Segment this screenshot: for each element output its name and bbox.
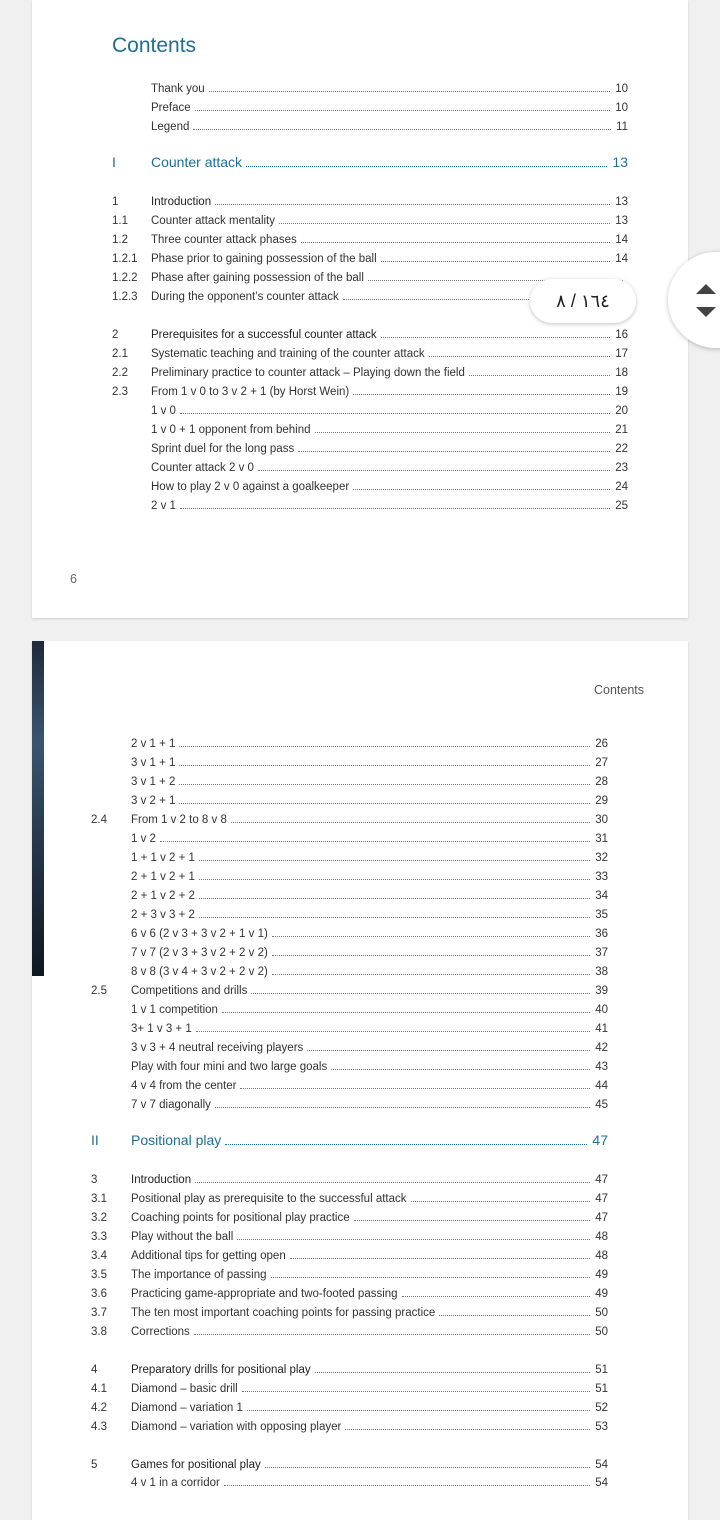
toc-entry-title: 7 v 7 diagonally xyxy=(131,1099,211,1111)
toc-entry-number: 1 xyxy=(112,196,119,208)
toc-entry-number: 3.8 xyxy=(91,1326,107,1338)
toc-entry-page: 29 xyxy=(595,795,608,807)
toc-entry-title: 6 v 6 (2 v 3 + 3 v 2 + 1 v 1) xyxy=(131,928,268,940)
toc-entry-title: 4 v 4 from the center xyxy=(131,1080,237,1092)
toc-entry-title: Legend xyxy=(151,121,190,133)
toc-entry-page: 44 xyxy=(595,1080,608,1092)
dot-leader xyxy=(199,869,590,880)
toc-entry-title: Introduction xyxy=(151,196,212,208)
dot-leader xyxy=(469,365,610,376)
toc-entry-number: 3.4 xyxy=(91,1250,107,1262)
toc-entry-page: 47 xyxy=(595,1174,608,1186)
dot-leader xyxy=(209,81,611,92)
dot-leader xyxy=(381,327,611,338)
toc-entry-page: 43 xyxy=(595,1061,608,1073)
toc-entry xyxy=(91,1266,608,1285)
toc-entry-page: 41 xyxy=(595,1023,608,1035)
toc-entry-title: Counter attack 2 v 0 xyxy=(151,462,254,474)
toc-entry xyxy=(131,906,608,925)
toc-entry-page: 47 xyxy=(595,1193,608,1205)
dot-leader xyxy=(353,384,610,395)
toc-entry-title: 1 v 2 xyxy=(131,833,156,845)
toc-entry-page: 23 xyxy=(615,462,628,474)
toc-entry xyxy=(131,735,608,754)
contents-title: Contents xyxy=(112,34,197,57)
dot-leader xyxy=(231,812,590,823)
toc-entry xyxy=(151,80,628,99)
toc-entry-number: 1.1 xyxy=(112,215,128,227)
toc-entry-page: 22 xyxy=(615,443,628,455)
toc-entry-number: 3.7 xyxy=(91,1307,107,1319)
toc-entry-number: 4 xyxy=(91,1364,98,1376)
toc-entry-page: 17 xyxy=(615,348,628,360)
dot-leader xyxy=(411,1191,591,1202)
toc-entry xyxy=(131,963,608,982)
toc-entry-page: 30 xyxy=(595,814,608,826)
toc-entry xyxy=(112,345,628,364)
dot-leader xyxy=(246,156,607,167)
toc-entry xyxy=(151,478,628,497)
running-header: Contents xyxy=(593,683,644,697)
toc-entry-page: 31 xyxy=(595,833,608,845)
toc-entry-title: 7 v 7 (2 v 3 + 3 v 2 + 2 v 2) xyxy=(131,947,268,959)
toc-entry-number: 2.2 xyxy=(112,367,128,379)
page-indicator[interactable]: ١٦٤ / ٨ xyxy=(530,279,636,323)
toc-entry-number: 3.6 xyxy=(91,1288,107,1300)
dot-leader xyxy=(179,736,590,747)
dot-leader xyxy=(290,1248,590,1259)
toc-entry-page: 53 xyxy=(595,1421,608,1433)
toc-entry-page: 47 xyxy=(592,1132,608,1148)
toc-entry-title: Preparatory drills for positional play xyxy=(131,1364,311,1376)
toc-entry-page: 14 xyxy=(615,234,628,246)
toc-entry xyxy=(91,1247,608,1266)
toc-entry-title: 2 + 1 v 2 + 2 xyxy=(131,890,195,902)
toc-entry-number: 1.2 xyxy=(112,234,128,246)
toc-entry-title: Diamond – variation with opposing player xyxy=(131,1421,342,1433)
toc-entry xyxy=(151,421,628,440)
triangle-down-icon xyxy=(696,307,716,317)
toc-entry-page: 16 xyxy=(615,329,628,341)
toc-entry-page: 36 xyxy=(595,928,608,940)
toc-entry xyxy=(151,440,628,459)
toc-entry-page: 39 xyxy=(595,985,608,997)
toc-entry xyxy=(112,383,628,402)
toc-entry-title: Corrections xyxy=(131,1326,190,1338)
toc-entry-page: 52 xyxy=(595,1402,608,1414)
toc-entry-page: 40 xyxy=(595,1004,608,1016)
toc-entry xyxy=(131,887,608,906)
toc-entry-page: 38 xyxy=(595,966,608,978)
toc-entry-page: 13 xyxy=(612,154,628,170)
toc-entry-title: 1 v 1 competition xyxy=(131,1004,218,1016)
toc-entry-page: 54 xyxy=(595,1459,608,1471)
toc-entry-title: 4 v 1 in a corridor xyxy=(131,1477,220,1489)
toc-entry-page: 25 xyxy=(615,500,628,512)
toc-entry-title: Positional play as prerequisite to the successful attack xyxy=(131,1193,407,1205)
toc-entry xyxy=(151,118,628,137)
dot-leader xyxy=(247,1400,590,1411)
toc-entry-title: Practicing game-appropriate and two-footed passing xyxy=(131,1288,398,1300)
toc-entry-title: 2 + 1 v 2 + 1 xyxy=(131,871,195,883)
toc-entry xyxy=(131,1058,608,1077)
toc-entry-number: 2.4 xyxy=(91,814,107,826)
dot-leader xyxy=(298,441,610,452)
dot-leader xyxy=(160,831,590,842)
toc-entry-title: From 1 v 0 to 3 v 2 + 1 (by Horst Wein) xyxy=(151,386,350,398)
toc-entry-number: 3.1 xyxy=(91,1193,107,1205)
dot-leader xyxy=(215,194,610,205)
toc-entry-page: 32 xyxy=(595,852,608,864)
toc-entry-title: 2 v 1 + 1 xyxy=(131,738,176,750)
toc-entry-title: 2 + 3 v 3 + 2 xyxy=(131,909,195,921)
toc-entry-title: How to play 2 v 0 against a goalkeeper xyxy=(151,481,350,493)
toc-entry xyxy=(112,250,628,269)
dot-leader xyxy=(251,983,590,994)
toc-entry-page: 19 xyxy=(615,386,628,398)
toc-entry-title: Games for positional play xyxy=(131,1459,261,1471)
toc-entry-number: I xyxy=(112,154,116,170)
dot-leader xyxy=(194,1324,590,1335)
dot-leader xyxy=(429,346,611,357)
toc-entry xyxy=(91,1380,608,1399)
toc-entry-number: 1.2.1 xyxy=(112,253,138,265)
toc-entry-page: 34 xyxy=(595,890,608,902)
toc-entry-number: 4.2 xyxy=(91,1402,107,1414)
toc-entry xyxy=(91,982,608,1001)
toc-entry-title: Counter attack xyxy=(151,154,243,170)
toc-entry-title: 1 v 0 + 1 opponent from behind xyxy=(151,424,311,436)
toc-entry xyxy=(112,193,628,212)
toc-entry xyxy=(91,811,608,830)
dot-leader xyxy=(215,1097,590,1108)
dot-leader xyxy=(179,755,590,766)
toc-entry-title: 3+ 1 v 3 + 1 xyxy=(131,1023,192,1035)
page-number: 6 xyxy=(70,572,77,586)
toc-entry xyxy=(91,1418,608,1437)
dot-leader xyxy=(242,1381,590,1392)
toc-entry-title: 3 v 1 + 2 xyxy=(131,776,176,788)
toc-entry-title: Play with four mini and two large goals xyxy=(131,1061,328,1073)
toc-entry-page: 54 xyxy=(595,1477,608,1489)
toc-entry-number: 3.2 xyxy=(91,1212,107,1224)
toc-entry-page: 18 xyxy=(615,367,628,379)
dot-leader xyxy=(307,1040,590,1051)
dot-leader xyxy=(193,119,611,130)
toc-entry-page: 51 xyxy=(595,1383,608,1395)
dot-leader xyxy=(353,479,610,490)
toc-entry-title: Positional play xyxy=(131,1132,222,1148)
toc-entry-title: Counter attack mentality xyxy=(151,215,276,227)
dot-leader xyxy=(265,1457,590,1468)
toc-entry xyxy=(91,1209,608,1228)
toc-entry-page: 13 xyxy=(615,215,628,227)
toc-entry-title: Systematic teaching and training of the counter attack xyxy=(151,348,425,360)
dot-leader xyxy=(301,232,610,243)
toc-entry-title: Phase after gaining possession of the ball xyxy=(151,272,364,284)
toc-entry xyxy=(91,1190,608,1209)
dot-leader xyxy=(315,422,611,433)
toc-entry-number: 5 xyxy=(91,1459,98,1471)
toc-entry-page: 42 xyxy=(595,1042,608,1054)
dot-leader xyxy=(199,888,590,899)
toc-entry-page: 50 xyxy=(595,1307,608,1319)
toc-entry-title: 8 v 8 (3 v 4 + 3 v 2 + 2 v 2) xyxy=(131,966,268,978)
toc-entry xyxy=(151,459,628,478)
dot-leader xyxy=(272,964,590,975)
toc-entry-title: Preface xyxy=(151,102,191,114)
toc-entry-page: 27 xyxy=(595,757,608,769)
dot-leader xyxy=(345,1419,590,1430)
toc-entry-page: 50 xyxy=(595,1326,608,1338)
toc-entry-page: 48 xyxy=(595,1250,608,1262)
toc-entry-title: The ten most important coaching points for passing practice xyxy=(131,1307,436,1319)
toc-entry xyxy=(131,1077,608,1096)
toc-entry xyxy=(131,849,608,868)
dot-leader xyxy=(331,1059,590,1070)
toc-entry-number: 2.1 xyxy=(112,348,128,360)
toc-entry xyxy=(131,1020,608,1039)
toc-entry-page: 10 xyxy=(615,83,628,95)
toc-entry-title: 1 + 1 v 2 + 1 xyxy=(131,852,195,864)
toc-entry-number: 2.5 xyxy=(91,985,107,997)
dot-leader xyxy=(381,251,611,262)
toc-entry xyxy=(131,1001,608,1020)
toc-entry xyxy=(91,1361,608,1380)
dot-leader xyxy=(179,774,590,785)
dot-leader xyxy=(180,403,610,414)
toc-entry-page: 26 xyxy=(595,738,608,750)
toc-entry xyxy=(91,1304,608,1323)
dot-leader xyxy=(199,850,590,861)
toc-entry-number: 1.2.2 xyxy=(112,272,138,284)
toc-entry xyxy=(112,231,628,250)
toc-entry-page: 24 xyxy=(615,481,628,493)
toc-entry-title: Thank you xyxy=(151,83,205,95)
toc-entry xyxy=(131,1096,608,1115)
toc-entry-page: 28 xyxy=(595,776,608,788)
toc-entry xyxy=(131,1039,608,1058)
toc-entry-page: 10 xyxy=(615,102,628,114)
toc-entry-number: 4.3 xyxy=(91,1421,107,1433)
toc-entry xyxy=(151,402,628,421)
toc-entry-title: 3 v 3 + 4 neutral receiving players xyxy=(131,1042,304,1054)
toc-entry-number: 2.3 xyxy=(112,386,128,398)
toc-entry-page: 48 xyxy=(595,1231,608,1243)
dot-leader xyxy=(222,1002,590,1013)
dot-leader xyxy=(272,945,590,956)
toc-entry xyxy=(91,1171,608,1190)
toc-entry-title: Play without the ball xyxy=(131,1231,234,1243)
toc-entry-title: 3 v 2 + 1 xyxy=(131,795,176,807)
toc-entry xyxy=(131,830,608,849)
toc-entry xyxy=(131,925,608,944)
toc-entry xyxy=(91,1456,608,1475)
dot-leader xyxy=(315,1362,591,1373)
toc-part-entry xyxy=(91,1131,608,1150)
toc-entry-number: 3.5 xyxy=(91,1269,107,1281)
toc-entry-title: The importance of passing xyxy=(131,1269,267,1281)
toc-entry-title: 1 v 0 xyxy=(151,405,176,417)
toc-entry-number: 3 xyxy=(91,1174,98,1186)
toc-entry xyxy=(112,326,628,345)
dot-leader xyxy=(279,213,610,224)
toc-entry-title: Coaching points for positional play practice xyxy=(131,1212,350,1224)
toc-entry-title: Competitions and drills xyxy=(131,985,248,997)
toc-entry xyxy=(131,868,608,887)
toc-entry xyxy=(91,1323,608,1342)
toc-entry-number: II xyxy=(91,1132,99,1148)
dot-leader xyxy=(199,907,590,918)
dot-leader xyxy=(180,498,610,509)
dot-leader xyxy=(354,1210,591,1221)
dot-leader xyxy=(271,1267,591,1278)
dot-leader xyxy=(224,1475,590,1486)
toc-entry-page: 49 xyxy=(595,1269,608,1281)
toc-entry-page: 20 xyxy=(615,405,628,417)
toc-entry xyxy=(112,364,628,383)
triangle-up-icon xyxy=(696,284,716,294)
toc-entry xyxy=(91,1399,608,1418)
toc-entry-page: 21 xyxy=(615,424,628,436)
toc-entry-number: 4.1 xyxy=(91,1383,107,1395)
toc-part-entry xyxy=(112,153,628,172)
toc-entry xyxy=(131,773,608,792)
dot-leader xyxy=(225,1134,587,1145)
dot-leader xyxy=(240,1078,590,1089)
toc-entry-page: 47 xyxy=(595,1212,608,1224)
dot-leader xyxy=(179,793,590,804)
toc-entry-title: Sprint duel for the long pass xyxy=(151,443,295,455)
toc-entry-title: From 1 v 2 to 8 v 8 xyxy=(131,814,227,826)
toc-entry xyxy=(112,212,628,231)
toc-entry xyxy=(151,497,628,516)
toc-entry-title: During the opponent’s counter attack xyxy=(151,291,339,303)
toc-entry-page: 33 xyxy=(595,871,608,883)
toc-entry-page: 45 xyxy=(595,1099,608,1111)
dot-leader xyxy=(258,460,610,471)
dot-leader xyxy=(402,1286,591,1297)
toc-entry-number: 2 xyxy=(112,329,119,341)
toc-entry-page: 35 xyxy=(595,909,608,921)
toc-entry-page: 13 xyxy=(615,196,628,208)
toc-entry-title: 2 v 1 xyxy=(151,500,176,512)
dot-leader xyxy=(439,1305,590,1316)
dot-leader xyxy=(195,1172,590,1183)
toc-entry xyxy=(131,754,608,773)
toc-entry xyxy=(151,99,628,118)
toc-entry-title: Diamond – basic drill xyxy=(131,1383,238,1395)
toc-entry xyxy=(91,1228,608,1247)
toc-entry xyxy=(131,1474,608,1493)
page-edge-photo xyxy=(32,641,44,976)
toc-entry-title: Phase prior to gaining possession of the ball xyxy=(151,253,377,265)
dot-leader xyxy=(237,1229,590,1240)
toc-entry xyxy=(91,1285,608,1304)
toc-entry-title: Additional tips for getting open xyxy=(131,1250,286,1262)
toc-entry-title: Preliminary practice to counter attack – Playing down the field xyxy=(151,367,465,379)
toc-entry-page: 51 xyxy=(595,1364,608,1376)
toc-entry xyxy=(131,944,608,963)
toc-entry xyxy=(131,792,608,811)
toc-entry-title: Diamond – variation 1 xyxy=(131,1402,243,1414)
toc-entry-page: 14 xyxy=(615,253,628,265)
toc-entry-page: 11 xyxy=(616,121,628,133)
dot-leader xyxy=(272,926,590,937)
toc-entry-title: Three counter attack phases xyxy=(151,234,297,246)
dot-leader xyxy=(195,100,611,111)
toc-entry-page: 49 xyxy=(595,1288,608,1300)
toc-entry-title: 3 v 1 + 1 xyxy=(131,757,176,769)
toc-entry-number: 3.3 xyxy=(91,1231,107,1243)
toc-entry-title: Prerequisites for a successful counter attack xyxy=(151,329,377,341)
toc-entry-title: Introduction xyxy=(131,1174,192,1186)
toc-entry-number: 1.2.3 xyxy=(112,291,138,303)
dot-leader xyxy=(196,1021,590,1032)
toc-entry-page: 37 xyxy=(595,947,608,959)
